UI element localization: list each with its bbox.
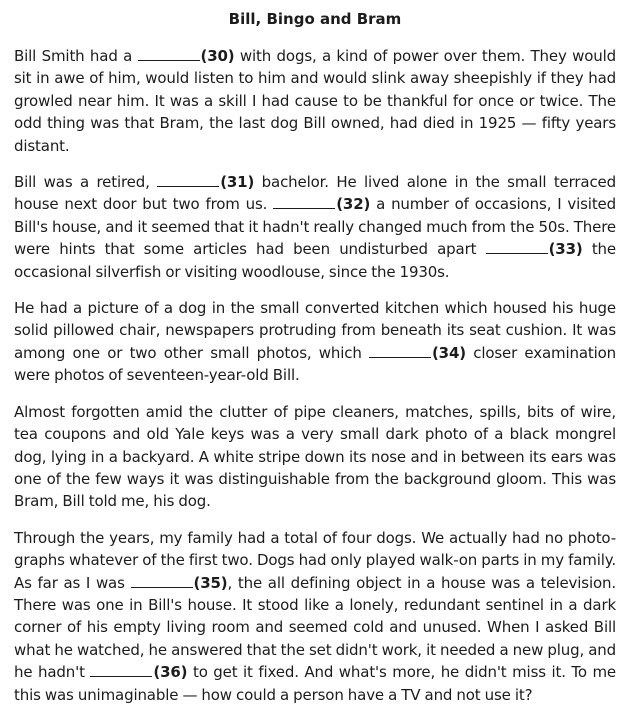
paragraph-text: Bill was a retired, — [14, 173, 158, 192]
gap-34 — [369, 344, 466, 362]
paragraph-4 — [14, 401, 616, 513]
answer-blank — [486, 242, 548, 254]
gap-30 — [138, 47, 235, 65]
gap-number: (36) — [153, 663, 188, 682]
gap-number: (35) — [193, 573, 228, 592]
gap-number: (33) — [548, 240, 583, 259]
paragraph-text: , the all defining object in a house was a television. There was one in Bill's house. It stood like a lonely, redundant sentinel in a dark corner of his empty living room and seemed cold and unused. When I asked Bill what he watched, he answered that the set didn't work, it needed a new plug, and he hadn't — [14, 573, 616, 682]
answer-blank — [369, 346, 431, 358]
paragraph-text: a number of occasions, I visited Bill's house, and it seemed that it hadn't really changed much from the 50s. There were hints that some articles had been undisturbed apart — [14, 195, 617, 259]
gap-number: (31) — [220, 173, 255, 192]
answer-blank — [90, 665, 152, 677]
gap-35 — [131, 574, 228, 592]
paragraph-text: He had a picture of a dog in the small converted kitchen which housed his huge solid pillowed chair, newspapers protruding from beneath its seat cushion. It was among one or two other small photos, which — [14, 299, 616, 362]
paragraph-text: the occasional silverfish or visiting woodlouse, since the 1930s. — [14, 240, 616, 281]
gap-number: (30) — [200, 47, 235, 65]
paragraph-text: Almost forgotten amid the clutter of pipe cleaners, matches, spills, bits of wire, tea coupons and old Yale keys was a very small dark photo of a black mongrel dog, lying in a backyard. A white stripe down its nose and in between its ears was one of the few ways it was distinguishable from the background gloom. This was Bram, Bill told me, his dog. — [14, 402, 616, 511]
answer-blank — [131, 576, 193, 588]
paragraph-5 — [14, 527, 616, 706]
paragraph-text: Bill Smith had a — [14, 47, 138, 65]
gap-number: (34) — [431, 343, 466, 362]
answer-blank — [138, 49, 200, 61]
paragraph-text: with dogs, a kind of power over them. They would sit in awe of him, would listen to him and would slink away sheepishly if they had growled near him. It was a skill I had cause to be thankful for once or twice. The odd thing was that Bram, the last dog Bill owned, had died in 1925 — fifty years distant. — [14, 47, 617, 155]
gap-36 — [90, 663, 187, 681]
answer-blank — [157, 175, 219, 187]
paragraph-text: Through the years, my family had a total of four dogs. We actually had no photo-graphs whatever of the first two. Dogs had only played walk-on parts in my family. As far as I was — [14, 528, 616, 592]
paragraph-text: bachelor. He lived alone in the small terraced house next door but two from us. — [14, 173, 616, 214]
paragraph-2 — [14, 171, 616, 283]
gap-31 — [157, 173, 254, 191]
answer-blank — [273, 197, 335, 209]
gap-32 — [273, 195, 370, 213]
gap-33 — [486, 240, 583, 258]
paragraph-1 — [14, 45, 616, 157]
gap-number: (32) — [336, 195, 371, 214]
document-title: Bill, Bingo and Bram — [228, 10, 402, 28]
paragraph-text: closer examination were photos of seventeen-year-old Bill. — [14, 343, 617, 385]
paragraph-3 — [14, 297, 616, 387]
paragraph-text: to get it fixed. And what's more, he didn't miss it. To me this was unimaginable — how could a person have a TV and not use it? — [14, 663, 616, 704]
